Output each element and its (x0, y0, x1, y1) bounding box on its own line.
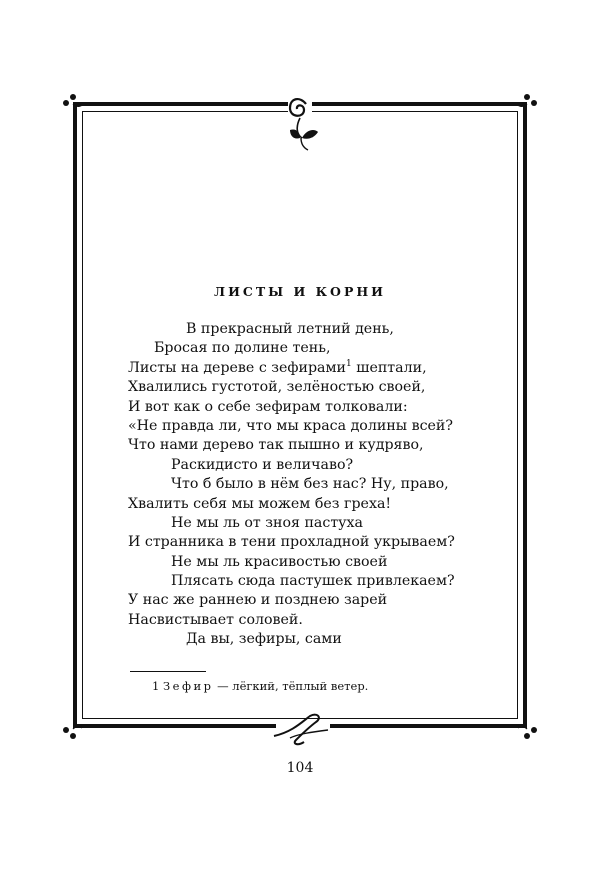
bottom-flourish-icon (262, 708, 342, 748)
poem-line: Что б было в нём без нас? Ну, право, (171, 476, 449, 493)
poem-line: У нас же раннею и позднею зарей (128, 592, 388, 609)
corner-ornament-icon (60, 716, 86, 742)
poem-line: Хвалились густотой, зелёностью своей, (128, 379, 426, 396)
poem-line: Не мы ль от зноя пастуха (171, 514, 363, 531)
poem-text (128, 320, 508, 650)
poem-line: Плясать сюда пастушек привлекаем? (171, 573, 455, 590)
poem-line: Насвистывает соловей. (128, 611, 303, 628)
footnote-marker: 1 (152, 679, 160, 693)
poem-line: В прекрасный летний день, (186, 321, 394, 337)
poem-line: «Не правда ли, что мы краса долины всей? (128, 417, 453, 434)
poem-line: Раскидисто и величаво? (171, 456, 354, 473)
top-flourish-icon (270, 90, 330, 155)
footnote-ref: 1 (346, 358, 352, 369)
footnote (152, 679, 368, 693)
footnote-term: Зефир (162, 679, 214, 693)
poem-line: И странника в тени прохладной укрываем? (128, 534, 455, 551)
poem-title: ЛИСТЫ И КОРНИ (214, 284, 386, 299)
footnote-definition: — лёгкий, тёплый ветер. (217, 679, 369, 693)
corner-ornament-icon (514, 91, 540, 117)
corner-ornament-icon (60, 91, 86, 117)
poem-line: Не мы ль красивостью своей (171, 553, 388, 570)
poem-line: Что нами дерево так пышно и кудряво, (128, 437, 424, 454)
poem-line: Бросая по долине тень, (154, 340, 331, 357)
poem-line: И вот как о себе зефирам толковали: (128, 398, 408, 415)
poem-line: Листы на дереве с зефирами$^1$ шептали, (128, 358, 427, 376)
page-number: 104 (286, 760, 314, 776)
footnote-divider (130, 671, 206, 672)
poem-line: Да вы, зефиры, сами (186, 631, 342, 648)
poem-line: Хвалить себя мы можем без греха! (128, 495, 392, 512)
corner-ornament-icon (514, 716, 540, 742)
